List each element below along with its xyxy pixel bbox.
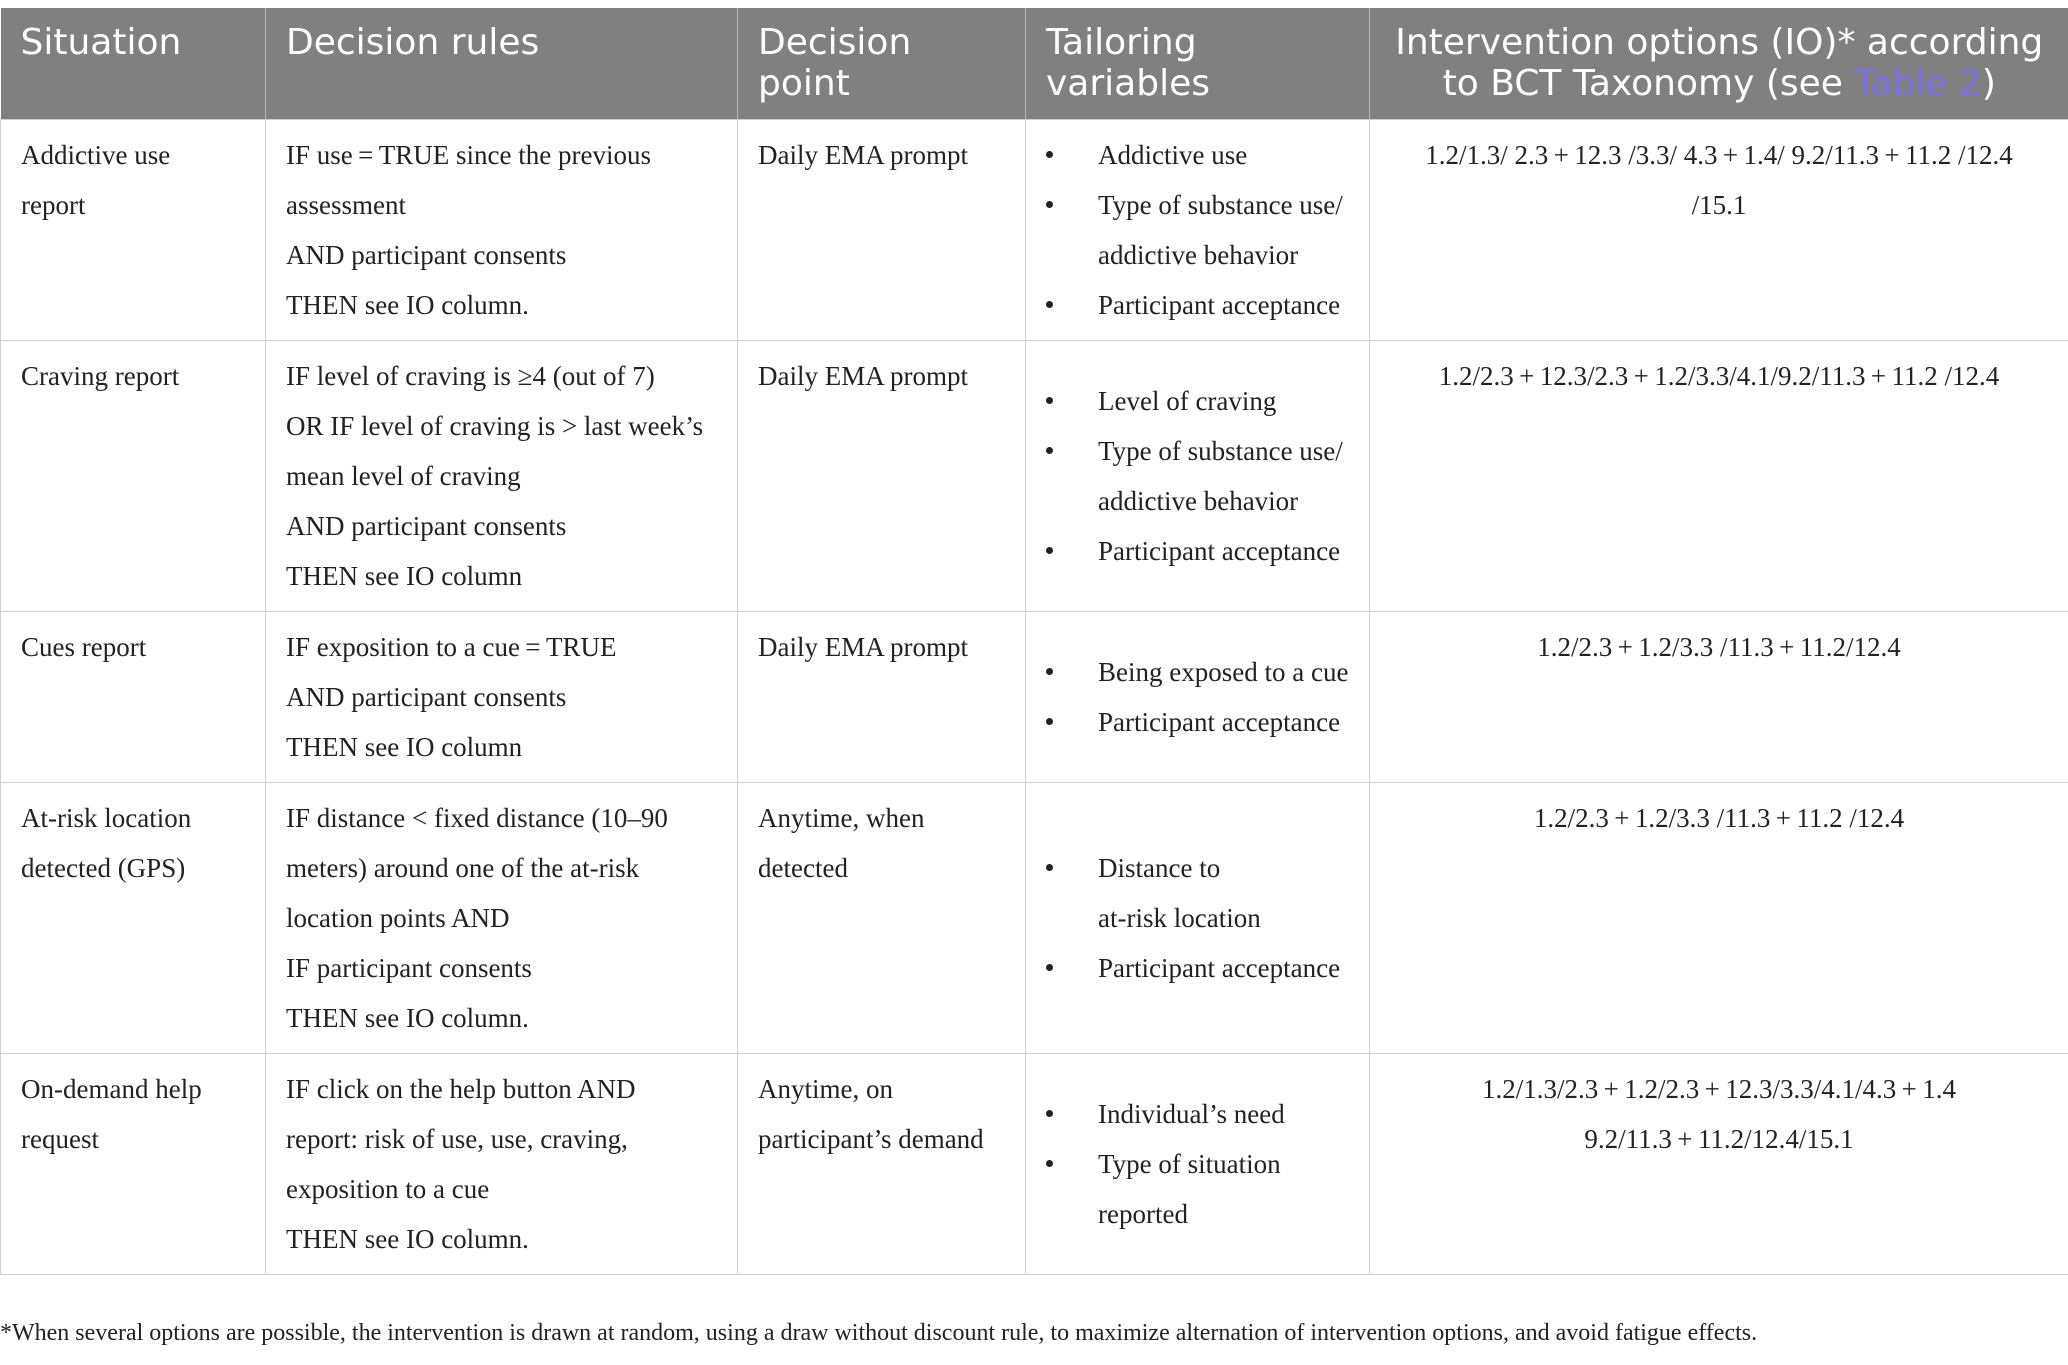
rule-line: THEN see IO column.: [286, 289, 529, 320]
rule-line: assessment: [286, 189, 406, 220]
rule-line: IF level of craving is ≥4 (out of 7): [286, 360, 655, 391]
rule-line: report: risk of use, use, craving,: [286, 1123, 628, 1154]
decision-point-line: Daily EMA prompt: [758, 631, 968, 662]
rule-line: mean level of craving: [286, 460, 521, 491]
rule-line: AND participant consents: [286, 510, 567, 541]
tailoring-variables-list: [1046, 130, 1357, 330]
cell-intervention-options: [1370, 782, 2068, 1053]
bullet-icon: [1046, 718, 1053, 725]
bullet-icon: [1046, 1110, 1053, 1117]
situation-line: Cues report: [21, 631, 147, 662]
cell-situation: [1, 611, 266, 782]
list-item: [1046, 843, 1357, 943]
cell-tailoring-variables: [1026, 340, 1370, 611]
cell-intervention-options: [1370, 1053, 2068, 1274]
rule-line: OR IF level of craving is > last week’s: [286, 410, 704, 441]
cell-intervention-options: [1370, 611, 2068, 782]
tailoring-variable-text: Participant acceptance: [1098, 952, 1341, 983]
tailoring-variable-text: Participant acceptance: [1098, 289, 1341, 320]
tailoring-variable-text: Individual’s need: [1098, 1098, 1285, 1129]
table-footnote: *When several options are possible, the intervention is drawn at random, using a draw without discount rule, to maximize alternation of intervention options, and avoid fatigue effects.: [0, 1320, 1758, 1346]
tailoring-variables-list: [1046, 1089, 1357, 1239]
table-container: [0, 8, 2068, 1275]
rule-line: location points AND: [286, 902, 510, 933]
cell-decision-point: [738, 119, 1026, 340]
tailoring-variable-text: Participant acceptance: [1098, 535, 1341, 566]
cell-intervention-options: [1370, 119, 2068, 340]
tailoring-variable-text: Being exposed to a cue: [1098, 656, 1349, 687]
cell-decision-rules: [266, 611, 738, 782]
table-row: [1, 340, 2068, 611]
tailoring-variables-list: [1046, 647, 1357, 747]
bullet-icon: [1046, 1160, 1053, 1167]
decision-point-line: Anytime, when: [758, 802, 925, 833]
rule-line: exposition to a cue: [286, 1173, 490, 1204]
header-decision-point-line: point: [758, 63, 850, 104]
rule-line: IF use = TRUE since the previous: [286, 139, 651, 170]
list-item: [1046, 376, 1357, 426]
list-item: [1046, 647, 1357, 697]
header-decision-rules: Decision rules: [266, 8, 738, 119]
cell-decision-point: [738, 1053, 1026, 1274]
cell-tailoring-variables: [1026, 611, 1370, 782]
cell-decision-rules: [266, 1053, 738, 1274]
rule-line: AND participant consents: [286, 239, 567, 270]
situation-line: Craving report: [21, 360, 180, 391]
tailoring-variable-text: addictive behavior: [1098, 485, 1299, 516]
decision-point-line: Daily EMA prompt: [758, 139, 968, 170]
cell-situation: [1, 340, 266, 611]
rule-line: meters) around one of the at-risk: [286, 852, 640, 883]
decision-rules-table: [0, 8, 2068, 1275]
io-line: 1.2/2.3 + 1.2/3.3 /11.3 + 11.2 /12.4: [1533, 802, 1905, 833]
header-io-prefix: to BCT Taxonomy (see: [1442, 63, 1855, 104]
cell-decision-rules: [266, 119, 738, 340]
tailoring-variable-text: addictive behavior: [1098, 239, 1299, 270]
rule-line: THEN see IO column.: [286, 1223, 529, 1254]
decision-point-line: detected: [758, 852, 848, 883]
decision-point-line: participant’s demand: [758, 1123, 984, 1154]
header-decision-point: [738, 8, 1026, 119]
table-row: [1, 1053, 2068, 1274]
situation-line: report: [21, 189, 86, 220]
tailoring-variable-text: Level of craving: [1098, 385, 1277, 416]
list-item: [1046, 1089, 1357, 1139]
io-line: /15.1: [1691, 189, 1747, 220]
tailoring-variable-text: reported: [1098, 1198, 1188, 1229]
list-item: [1046, 426, 1357, 526]
situation-line: request: [21, 1123, 99, 1154]
list-item: [1046, 526, 1357, 576]
tailoring-variable-text: at-risk location: [1098, 902, 1261, 933]
list-item: [1046, 697, 1357, 747]
tailoring-variable-text: Distance to: [1098, 852, 1221, 883]
decision-point-line: Daily EMA prompt: [758, 360, 968, 391]
cell-decision-rules: [266, 782, 738, 1053]
cell-decision-point: [738, 782, 1026, 1053]
cell-situation: [1, 119, 266, 340]
io-line: 9.2/11.3 + 11.2/12.4/15.1: [1584, 1123, 1854, 1154]
cell-decision-rules: [266, 340, 738, 611]
header-tailoring-variables: [1026, 8, 1370, 119]
tailoring-variables-list: [1046, 376, 1357, 576]
situation-line: On-demand help: [21, 1073, 202, 1104]
header-io-line1: Intervention options (IO)* according: [1395, 22, 2044, 63]
tailoring-variable-text: Participant acceptance: [1098, 706, 1341, 737]
rule-line: AND participant consents: [286, 681, 567, 712]
header-row: [1, 8, 2068, 119]
header-situation: Situation: [1, 8, 266, 119]
bullet-icon: [1046, 547, 1053, 554]
cell-situation: [1, 1053, 266, 1274]
io-line: 1.2/1.3/ 2.3 + 12.3 /3.3/ 4.3 + 1.4/ 9.2/11.3 + 11.2 /12.4: [1425, 139, 2013, 170]
cell-decision-point: [738, 340, 1026, 611]
rule-line: THEN see IO column: [286, 560, 523, 591]
decision-point-line: Anytime, on: [758, 1073, 893, 1104]
tailoring-variables-list: [1046, 843, 1357, 993]
list-item: [1046, 943, 1357, 993]
io-line: 1.2/2.3 + 1.2/3.3 /11.3 + 11.2/12.4: [1537, 631, 1901, 662]
cell-situation: [1, 782, 266, 1053]
list-item: [1046, 130, 1357, 180]
bullet-icon: [1046, 964, 1053, 971]
bullet-icon: [1046, 301, 1053, 308]
bullet-icon: [1046, 397, 1053, 404]
io-line: 1.2/1.3/2.3 + 1.2/2.3 + 12.3/3.3/4.1/4.3 + 1.4: [1481, 1073, 1957, 1104]
header-intervention-options: [1370, 8, 2068, 119]
table-row: [1, 782, 2068, 1053]
header-io-suffix: ): [1981, 63, 1996, 104]
list-item: [1046, 280, 1357, 330]
rule-line: IF exposition to a cue = TRUE: [286, 631, 617, 662]
rule-line: THEN see IO column.: [286, 1002, 529, 1033]
cell-tailoring-variables: [1026, 782, 1370, 1053]
situation-line: At-risk location: [21, 802, 192, 833]
header-decision-point-line: Decision: [758, 22, 912, 63]
bullet-icon: [1046, 151, 1053, 158]
table-row: [1, 119, 2068, 340]
tailoring-variable-text: Type of substance use/: [1098, 435, 1343, 466]
table-body: [1, 119, 2068, 1274]
rule-line: IF participant consents: [286, 952, 532, 983]
list-item: [1046, 1139, 1357, 1239]
header-tailoring-line: Tailoring: [1046, 22, 1197, 63]
header-tailoring-line: variables: [1046, 63, 1210, 104]
bullet-icon: [1046, 864, 1053, 871]
bullet-icon: [1046, 668, 1053, 675]
cell-tailoring-variables: [1026, 1053, 1370, 1274]
tailoring-variable-text: Type of substance use/: [1098, 189, 1343, 220]
io-line: 1.2/2.3 + 12.3/2.3 + 1.2/3.3/4.1/9.2/11.3 + 11.2 /12.4: [1438, 360, 2000, 391]
situation-line: Addictive use: [21, 139, 171, 170]
cell-decision-point: [738, 611, 1026, 782]
table-2-link[interactable]: Table 2: [1854, 63, 1982, 104]
bullet-icon: [1046, 201, 1053, 208]
table-row: [1, 611, 2068, 782]
rule-line: IF click on the help button AND: [286, 1073, 636, 1104]
header-io-line2: [1390, 63, 2049, 104]
cell-tailoring-variables: [1026, 119, 1370, 340]
situation-line: detected (GPS): [21, 852, 186, 883]
cell-intervention-options: [1370, 340, 2068, 611]
list-item: [1046, 180, 1357, 280]
rule-line: IF distance < fixed distance (10–90: [286, 802, 668, 833]
rule-line: THEN see IO column: [286, 731, 523, 762]
tailoring-variable-text: Addictive use: [1098, 139, 1248, 170]
bullet-icon: [1046, 447, 1053, 454]
tailoring-variable-text: Type of situation: [1098, 1148, 1281, 1179]
